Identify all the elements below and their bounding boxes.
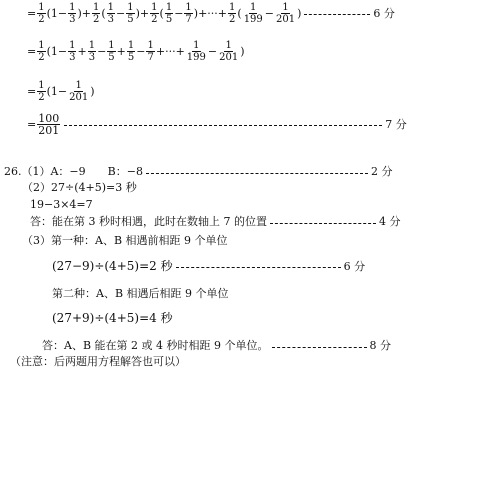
equation-line-2: = 1 2 (1− $\frac{1}{3}$ + $\frac{1}{3}$ − $\frac{1}{5}$ + $\frac{1}{5}$ − $\frac{1}{7}$ +···+ $\frac{1}{199}$ − $\frac{1}{201}$ ) — [27, 40, 245, 63]
score-label: 6 分 — [343, 260, 366, 273]
score-label: 4 分 — [378, 215, 401, 228]
q26-answer-2: 答：A、B 能在第 2 或 4 秒时相距 9 个单位。 8 分 — [42, 339, 391, 352]
q26-equation-1: (27−9)÷(4+5)=2 秒 6 分 — [52, 259, 366, 273]
equation-line-3: = 1 2 (1− $\frac{1}{201}$ ) — [27, 80, 95, 103]
q26-part1: 26.（1）A：−9 B：−8 2 分 — [4, 165, 393, 178]
fraction: 1 2 — [38, 2, 45, 25]
score-label: 8 分 — [369, 339, 391, 352]
q26-part2-calc: 19−3×4=7 — [30, 198, 93, 211]
q26-answer-1: 答：能在第 3 秒时相遇，此时在数轴上 7 的位置 4 分 — [30, 215, 401, 228]
q26-equation-2: (27+9)÷(4+5)=4 秒 — [52, 311, 173, 325]
q26-second-case: 第二种：A、B 相遇后相距 9 个单位 — [52, 287, 229, 300]
equation-line-4: = 100 201 7 分 — [27, 112, 407, 137]
score-label: 6 分 — [373, 7, 395, 20]
q26-part3: （3）第一种：A、B 相遇前相距 9 个单位 — [22, 234, 228, 247]
q26-part2: （2）27÷(4+5)=3 秒 — [22, 181, 137, 194]
score-label: 2 分 — [370, 165, 393, 178]
score-label: 7 分 — [385, 118, 407, 131]
q26-note: （注意：后两题用方程解答也可以） — [10, 355, 186, 368]
equation-line-1: = 1 2 (1− $\frac{1}{3}$ )+ $\frac{1}{2}$ ( 1 3 − $\frac{1}{5}$ )+ $\frac{1}{2}$ ( 1 5 − $\frac{1}{7}$ )+···+ $\frac{1}{2}$ ( 1 199 − $\frac{1}{201}$ ) 6 分 — [27, 2, 395, 25]
